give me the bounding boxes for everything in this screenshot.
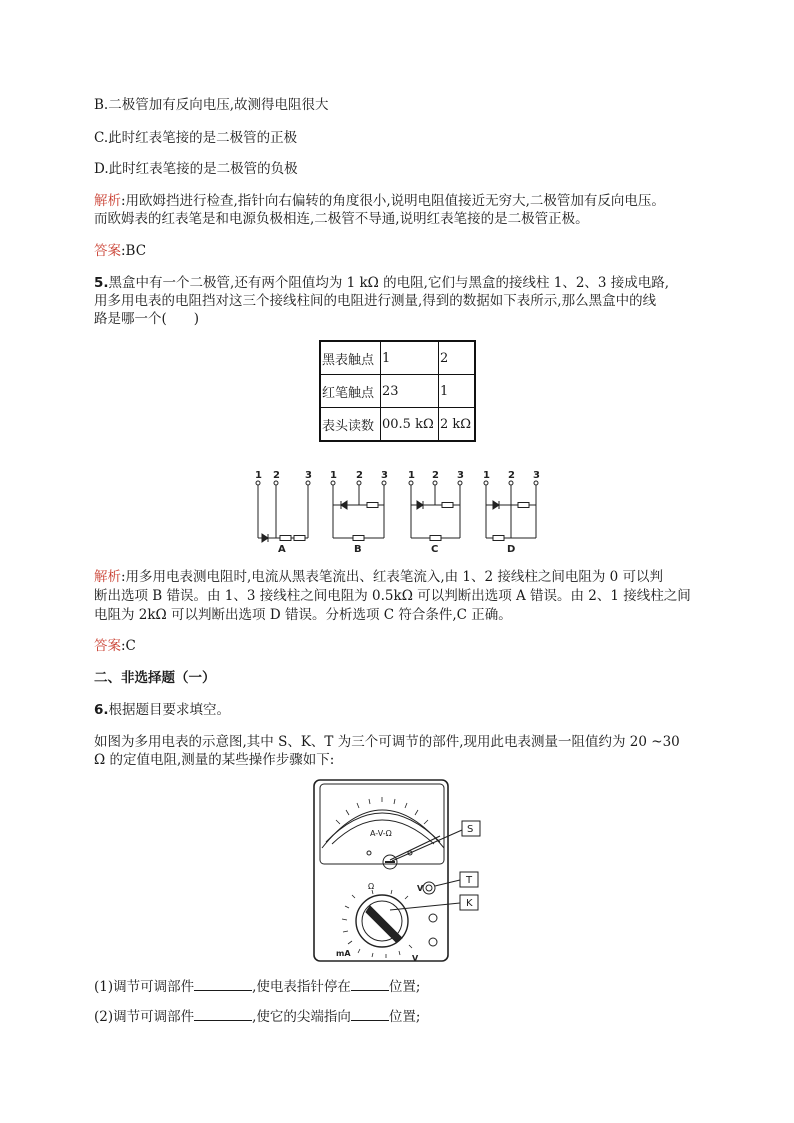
option-c: C.此时红表笔接的是二极管的正极 <box>94 130 298 146</box>
step-text: ,使它的尖端指向 <box>252 1009 351 1025</box>
resistor-icon <box>353 536 364 541</box>
q6-step1 <box>94 976 420 996</box>
q4-analysis-line1 <box>94 192 665 210</box>
needle <box>390 836 440 860</box>
step-text: 位置; <box>388 979 421 995</box>
probe-jack[interactable] <box>429 914 437 922</box>
cell-part: 2 <box>382 383 391 399</box>
analysis-label: 解析 <box>94 569 121 585</box>
table-row <box>320 375 475 408</box>
probe-jack[interactable] <box>429 938 437 946</box>
terminal-label: 2 <box>356 470 363 481</box>
terminal-label: 1 <box>408 470 415 481</box>
q5-stem-line3: 路是哪一个( ) <box>94 311 200 327</box>
step-text: (1)调节可调部件 <box>94 979 195 995</box>
answer-blank[interactable] <box>351 1006 389 1021</box>
terminal-label: 2 <box>273 470 280 481</box>
resistor-icon <box>294 536 305 541</box>
stem-text: 黑盒中有一个二极管,还有两个阻值均为 1 kΩ 的电阻,它们与黑盒的接线柱 1、2、3 接成电路, <box>108 275 670 291</box>
terminal-label: 3 <box>457 470 464 481</box>
analysis-label: 解析 <box>94 193 121 209</box>
resistor-icon <box>430 536 441 541</box>
label-s: S <box>467 824 474 835</box>
diode-icon <box>417 501 423 509</box>
stem-text: 根据题目要求填空。 <box>108 702 231 718</box>
v-label: V <box>417 884 424 893</box>
omega-label: Ω <box>368 882 375 891</box>
step-text: (2)调节可调部件 <box>94 1009 195 1025</box>
table-row <box>320 341 475 375</box>
table-cell <box>381 408 439 442</box>
terminal-label: 2 <box>432 470 439 481</box>
analysis-text: :用欧姆挡进行检查,指针向右偏转的角度很小,说明电阻值接近无穷大,二极管加有反向电压。 <box>121 193 665 209</box>
q5-stem-line2: 用多用电表的电阻挡对这三个接线柱间的电阻进行测量,得到的数据如下表所示,那么黑盒中的线 <box>94 293 657 309</box>
q4-analysis-line2: 而欧姆表的红表笔是和电源负极相连,二极管不导通,说明红表笔接的是二极管正极。 <box>94 211 589 227</box>
terminal-label: 1 <box>483 470 490 481</box>
q6-intro-line2: Ω 的定值电阻,测量的某些操作步骤如下: <box>94 752 335 768</box>
resistor-icon <box>493 536 504 541</box>
scale-label: A-V-Ω <box>370 829 392 838</box>
q6-intro-line1: 如图为多用电表的示意图,其中 S、K、T 为三个可调节的部件,现用此电表测量一阻值约为 20 ~30 <box>94 734 680 750</box>
q5-stem-line1 <box>94 274 669 292</box>
answer-blank[interactable] <box>351 976 389 991</box>
q6-step2 <box>94 1006 420 1026</box>
q6-stem <box>94 701 230 719</box>
step-text: ,使电表指针停在 <box>252 979 351 995</box>
circuit-b <box>331 481 386 541</box>
terminal-label: 1 <box>255 470 262 481</box>
multimeter-figure <box>312 778 488 964</box>
circuit-c <box>409 481 462 541</box>
diode-icon <box>493 501 499 509</box>
terminal-label: 3 <box>533 470 540 481</box>
circuit-options-figure <box>248 470 548 556</box>
label-k: K <box>466 898 473 909</box>
circuit-a <box>256 481 310 542</box>
label-t: T <box>466 875 473 886</box>
q5-analysis-line2: 断出选项 B 错误。由 1、3 接线柱之间电阻为 0.5kΩ 可以判断出选项 A 错误。由 2、1 接线柱之间 <box>94 588 691 604</box>
step-text: 位置; <box>388 1009 421 1025</box>
section-heading: 二、非选择题（一） <box>94 670 216 686</box>
q5-analysis-line3: 电阻为 2kΩ 可以判断出选项 D 错误。分析选项 C 符合条件,C 正确。 <box>94 607 512 623</box>
resistor-icon <box>518 503 529 508</box>
resistor-icon <box>367 503 378 508</box>
table-cell <box>381 375 439 408</box>
terminal-label: 2 <box>508 470 515 481</box>
answer-label: 答案 <box>94 243 121 259</box>
terminal-label: 1 <box>330 470 337 481</box>
ma-label: mA <box>336 949 351 958</box>
question-number: 6. <box>94 702 109 718</box>
table-cell: 表头读数 <box>320 408 381 442</box>
answer-blank[interactable] <box>194 1006 252 1021</box>
table-cell: 2 <box>439 341 476 375</box>
q5-answer <box>94 637 136 655</box>
circuit-label: A <box>278 544 286 555</box>
table-cell: 黑表触点 <box>320 341 381 375</box>
table-cell: 1 <box>381 341 439 375</box>
terminal-label: 3 <box>381 470 388 481</box>
resistor-icon <box>442 503 453 508</box>
analysis-text: :用多用电表测电阻时,电流从黑表笔流出、红表笔流入,由 1、2 接线柱之间电阻为 0 可以判 <box>121 569 664 585</box>
table-cell: 红笔触点 <box>320 375 381 408</box>
option-d: D.此时红表笔接的是二极管的负极 <box>94 161 298 177</box>
circuit-label: B <box>354 544 362 555</box>
terminal-label: 3 <box>305 470 312 481</box>
answer-label: 答案 <box>94 638 121 654</box>
question-number: 5. <box>94 275 109 291</box>
cell-part: 0.5 kΩ <box>390 416 434 432</box>
cell-part: 0 <box>382 416 391 432</box>
answer-value: :BC <box>121 243 147 259</box>
option-b: B.二极管加有反向电压,故测得电阻很大 <box>94 97 329 113</box>
resistor-icon <box>280 536 291 541</box>
cell-part: 3 <box>390 383 399 399</box>
answer-blank[interactable] <box>194 976 252 991</box>
q4-answer <box>94 242 146 260</box>
answer-value: :C <box>121 638 136 654</box>
measurement-table <box>319 340 476 442</box>
circuit-d <box>484 481 538 541</box>
circuit-label: D <box>507 544 516 555</box>
diode-icon <box>262 534 268 542</box>
ohm-zero-knob-t[interactable] <box>423 882 435 894</box>
table-row <box>320 408 475 442</box>
circuit-label: C <box>431 544 439 555</box>
table-cell: 2 kΩ <box>439 408 476 442</box>
table-cell: 1 <box>439 375 476 408</box>
q5-analysis-line1 <box>94 568 663 586</box>
v-label: V <box>412 954 419 963</box>
diode-icon <box>341 501 347 509</box>
